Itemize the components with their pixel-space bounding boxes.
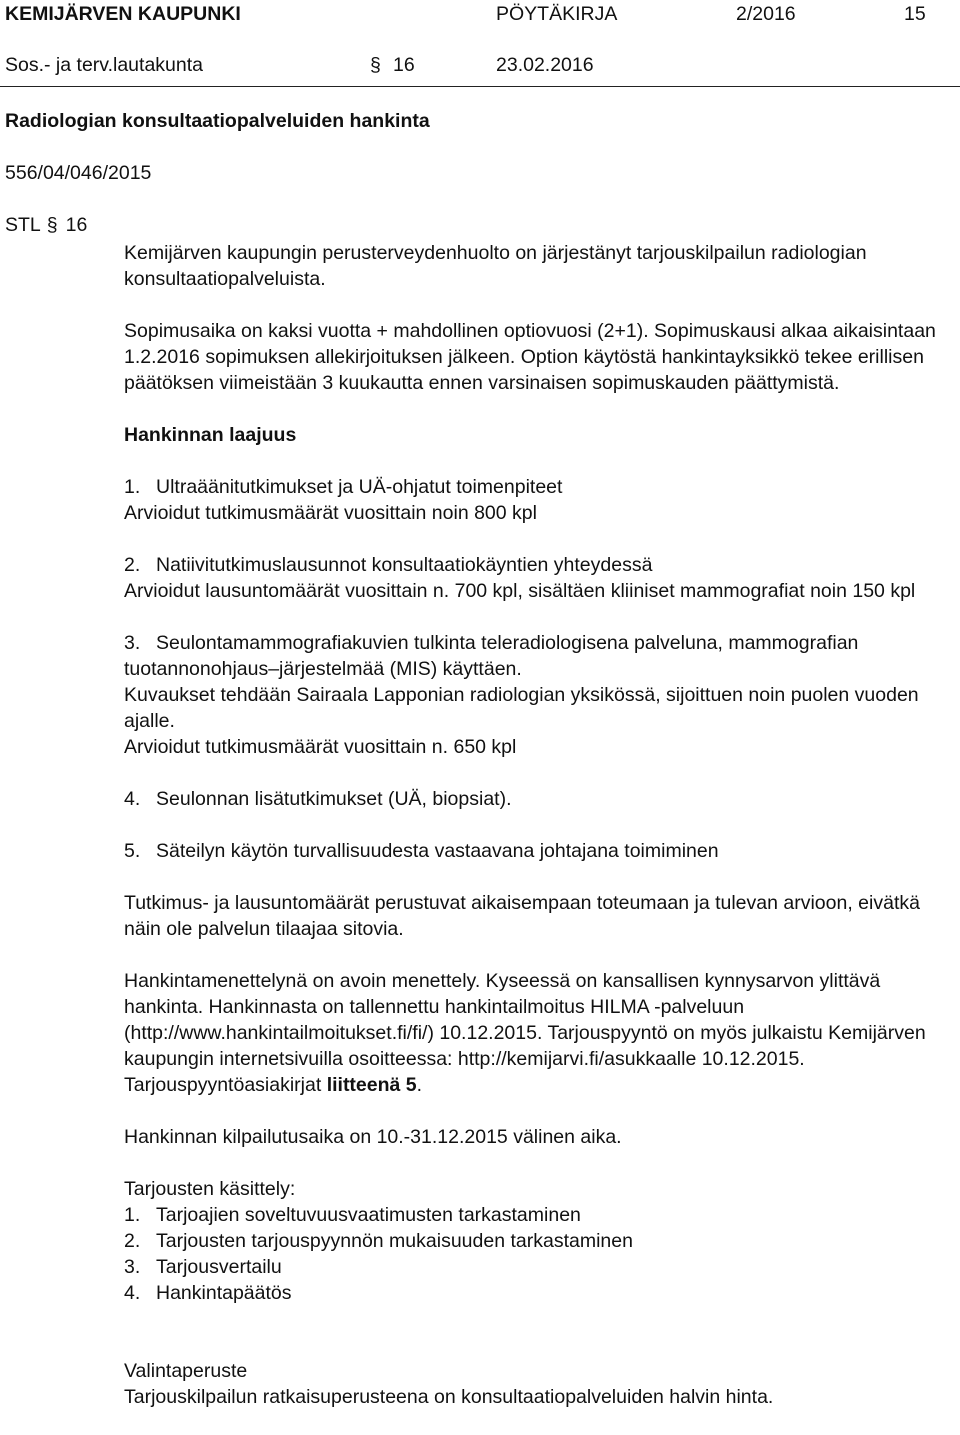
document-number: 2/2016 (736, 3, 796, 25)
handling-list (124, 1202, 944, 1306)
list-item: 3. Seulontamammografiakuvien tulkinta teleradiologisena palveluna, mammografian tuotannonohjaus–järjestelmää (MIS) käyttäen. Kuvaukset tehdään Sairaala Lapponian radiologian yksikössä, sijoittuen noin puolen vuoden ajalle. Arvioidut tutkimusmäärät vuosittain n. 650 kpl (124, 632, 919, 758)
page-number: 15 (904, 3, 926, 25)
stl-label: STL (5, 214, 41, 236)
meeting-date: 23.02.2016 (496, 54, 594, 76)
list-item: 1. Ultraäänitutkimukset ja UÄ-ohjatut toimenpiteet Arvioidut tutkimusmäärät vuosittain noin 800 kpl (124, 476, 563, 524)
list-item: 1. Tarjoajien soveltuvuusvaatimusten tarkastaminen (124, 1204, 581, 1226)
section-sign: § (370, 54, 381, 76)
list-item: 2. Natiivitutkimuslausunnot konsultaatiokäyntien yhteydessä Arvioidut lausuntomäärät vuosittain n. 700 kpl, sisältäen kliiniset mammografiat noin 150 kpl (124, 554, 916, 602)
document-type: PÖYTÄKIRJA (496, 3, 618, 25)
list-item: 3. Tarjousvertailu (124, 1256, 282, 1278)
document-body (124, 240, 944, 1410)
section-number: 16 (393, 54, 415, 76)
list-item: 4. Hankintapäätös (124, 1282, 292, 1304)
criteria-text: Tarjouskilpailun ratkaisuperusteena on konsultaatiopalveluiden halvin hinta. (124, 1386, 774, 1408)
scope-list (124, 474, 944, 864)
handling-heading: Tarjousten käsittely: (124, 1178, 296, 1200)
criteria-heading: Valintaperuste (124, 1360, 248, 1382)
intro-paragraph: Kemijärven kaupungin perusterveydenhuolto on järjestänyt tarjouskilpailun radiologian konsultaatiopalveluista. (124, 242, 867, 290)
estimate-paragraph: Tutkimus- ja lausuntomäärät perustuvat aikaisempaan toteumaan ja tulevan arvioon, eivätkä näin ole palvelun tilaajaa sitovia. (124, 892, 920, 940)
list-item: 5. Säteilyn käytön turvallisuudesta vastaavana johtajana toimiminen (124, 840, 719, 862)
committee-name: Sos.- ja terv.lautakunta (5, 54, 203, 76)
attachment-reference: liitteenä 5 (326, 1074, 417, 1096)
tender-period-paragraph: Hankinnan kilpailutusaika on 10.-31.12.2015 välinen aika. (124, 1126, 622, 1148)
diary-number: 556/04/046/2015 (5, 162, 152, 184)
stl-section-sign: § (46, 214, 58, 236)
scope-heading: Hankinnan laajuus (124, 424, 297, 446)
list-item: 2. Tarjousten tarjouspyynnön mukaisuuden tarkastaminen (124, 1230, 633, 1252)
list-item: 4. Seulonnan lisätutkimukset (UÄ, biopsiat). (124, 788, 512, 810)
municipality-name: KEMIJÄRVEN KAUPUNKI (5, 3, 241, 25)
procurement-paragraph: Hankintamenettelynä on avoin menettely. Kyseessä on kansallisen kynnysarvon ylittävä hankinta. Hankinnasta on tallennettu hankintailmoitus HILMA -palveluun (http://www.hankintailmoitukset.fi/fi/) 10.12.2015. Tarjouspyyntö on myös julkaistu Kemijärven kaupungin internetsivuilla osoitteessa: http://kemijarvi.fi/asukkaalle 10.12.2015. Tarjouspyyntöasiakirjat liitteenä 5. (124, 970, 926, 1096)
stl-section (5, 214, 87, 237)
contract-period-paragraph: Sopimusaika on kaksi vuotta + mahdollinen optiovuosi (2+1). Sopimuskausi alkaa aikaisintaan 1.2.2016 sopimuksen allekirjoituksen jälkeen. Option käytöstä hankintayksikkö tekee erillisen päätöksen viimeistään 3 kuukautta ennen varsinaisen sopimuskauden päättymistä. (124, 320, 936, 394)
header-divider (0, 86, 960, 87)
stl-number: 16 (65, 214, 88, 236)
page-title: Radiologian konsultaatiopalveluiden hankinta (5, 110, 430, 132)
